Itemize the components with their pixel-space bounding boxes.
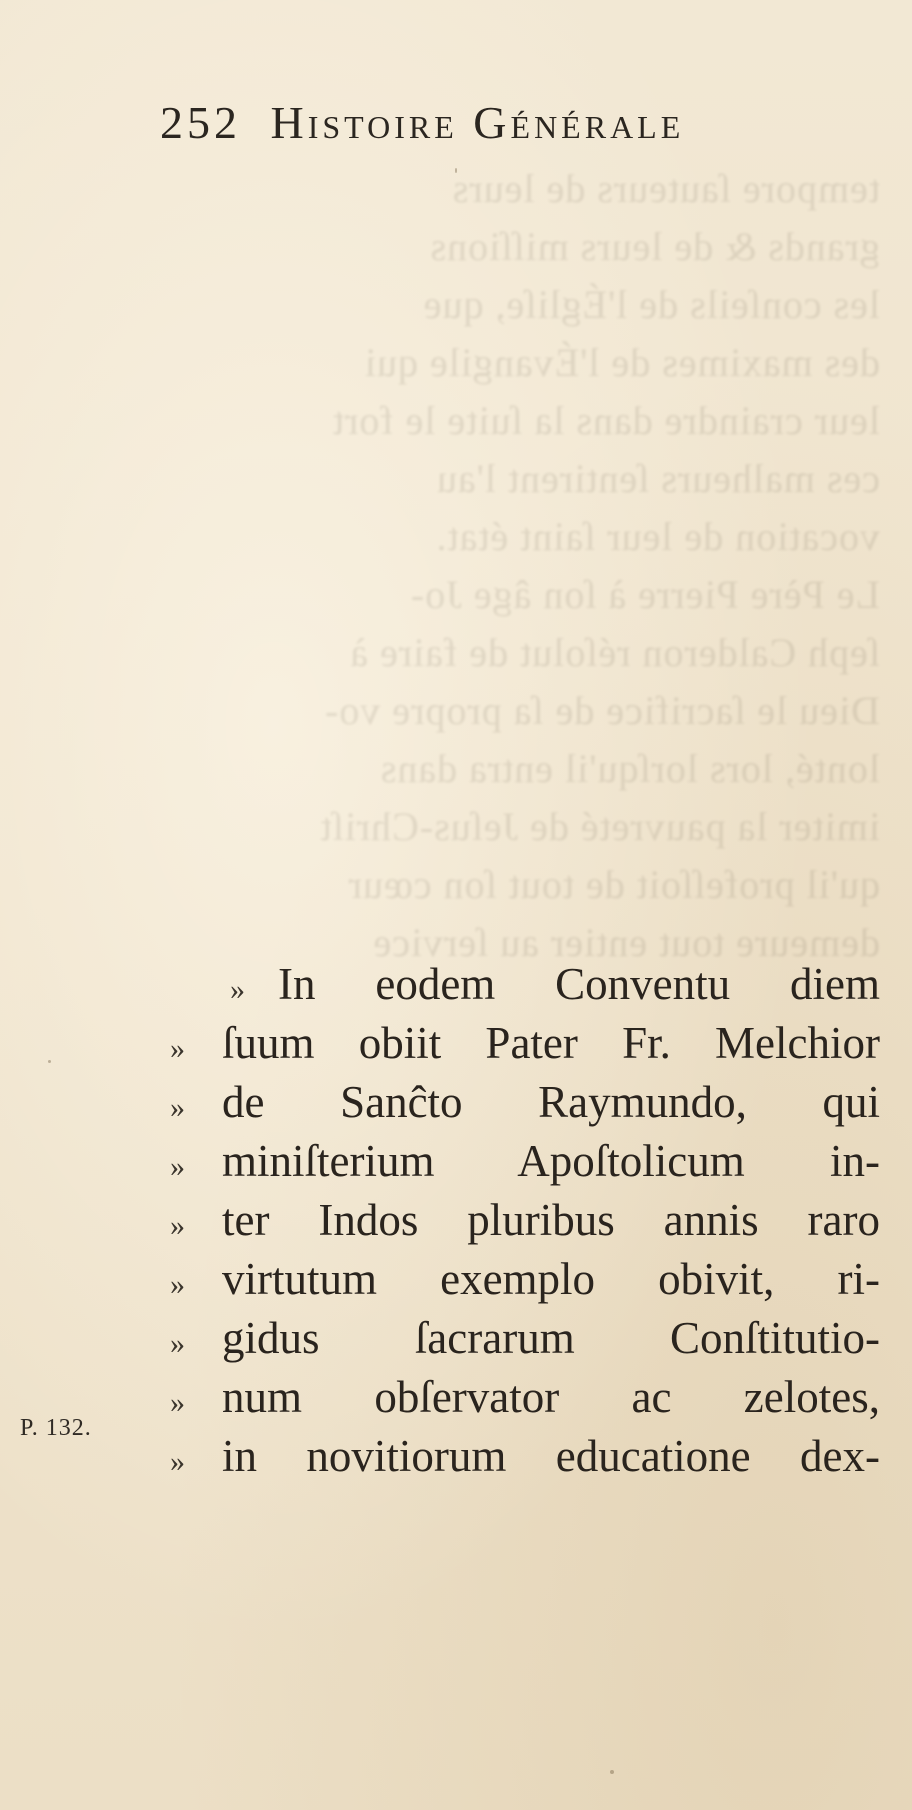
text-line-content: num obſervator ac zelotes, [222, 1372, 880, 1422]
text-line [170, 1312, 880, 1371]
text-line-content: In eodem Conventu diem [278, 959, 880, 1009]
text-line [170, 1430, 880, 1489]
text-line-content: ter Indos pluribus annis raro [222, 1195, 880, 1245]
quote-mark: » [230, 973, 245, 1006]
quote-mark: » [170, 1032, 185, 1065]
quote-mark: » [170, 1386, 185, 1419]
quote-mark: » [170, 1268, 185, 1301]
text-line [170, 958, 880, 1017]
quote-mark: » [170, 1327, 185, 1360]
paper-speck [610, 1770, 614, 1774]
running-title: Histoire Générale [270, 97, 685, 148]
text-line [170, 1253, 880, 1312]
text-line [170, 1135, 880, 1194]
text-line-content: miniſterium Apoſtolicum in- [222, 1136, 880, 1186]
text-line-content: ſuum obiit Pater Fr. Melchior [222, 1018, 880, 1068]
quote-mark: » [170, 1209, 185, 1242]
text-line-content: gidus ſacrarum Conſtitutio- [222, 1313, 880, 1363]
show-through-texture: tempore ſauteurs de leurs grands & de leurs miſſions les conſeils de l'Égliſe, que des maximes de l'Évangile qui leur craindre dans la ſuite le fort ces malheurs ſentirent l'au vocation de leur ſaint état. Le Père Pierre à ſon âge Jo- ſeph Calderon réſolut de faire à Dieu le ſacrifice de ſa propre vo- lonté, lors lorſqu'il entra dans imiter la pauvreté de Jeſus-Chriſt qu'il profeſſoit de tout ſon cœur demeure tout entier au ſervice [319, 166, 880, 965]
page-number: 252 [160, 97, 241, 148]
body-text [170, 958, 880, 1489]
quote-mark: » [170, 1150, 185, 1183]
text-line [170, 1017, 880, 1076]
paper-speck [48, 1060, 51, 1063]
text-line-content: virtutum exemplo obivit, ri- [222, 1254, 880, 1304]
text-line [170, 1371, 880, 1430]
text-line [170, 1194, 880, 1253]
running-header [160, 96, 684, 149]
text-line-content: de Sanĉto Raymundo, qui [222, 1077, 880, 1127]
quote-mark: » [170, 1091, 185, 1124]
text-line-content: in novitiorum educatione dex- [222, 1431, 880, 1481]
text-line [170, 1076, 880, 1135]
margin-reference: P. 132. [20, 1415, 92, 1441]
paper-speck [455, 168, 457, 173]
quote-mark: » [170, 1445, 185, 1478]
